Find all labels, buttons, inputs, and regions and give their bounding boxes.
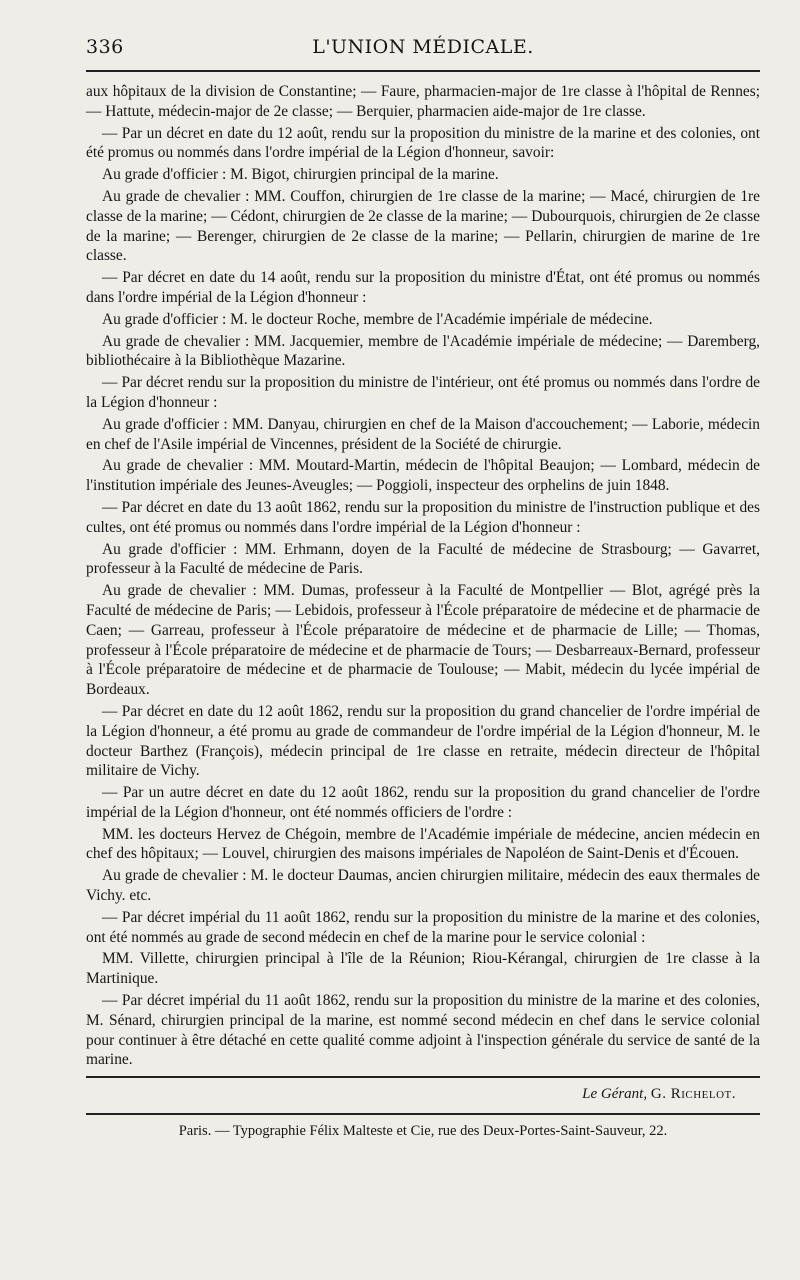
article-body [86, 82, 760, 1070]
header-rule [86, 70, 760, 72]
paragraph: MM. les docteurs Hervez de Chégoin, membre de l'Académie impériale de médecine, ancien médecin en chef des hôpitaux; — Louvel, chirurgien des maisons impériales de Napoléon de Saint-Denis et d'Écouen. [86, 825, 760, 863]
paragraph: — Par décret en date du 13 août 1862, rendu sur la proposition du ministre de l'instruction publique et des cultes, ont été promus ou nommés dans l'ordre impérial de la Légion d'honneur : [86, 498, 760, 536]
paragraph: Au grade de chevalier : MM. Couffon, chirurgien de 1re classe de la marine; — Macé, chirurgien de 1re classe de la marine; — Cédont, chirurgien de 2e classe de la marine; — Dubourquois, chirurgien de 2e classe de la marine; — Berenger, chirurgien de 2e classe de la marine; — Pellarin, chirurgien de marine de 1re classe. [86, 187, 760, 265]
printer-imprint: Paris. — Typographie Félix Malteste et Cie, rue des Deux-Portes-Saint-Sauveur, 22. [178, 1123, 668, 1140]
paragraph: — Par décret impérial du 11 août 1862, rendu sur la proposition du ministre de la marine et des colonies, M. Sénard, chirurgien principal de la marine, est nommé second médecin en chef dans le service colonial pour continuer à être détaché en cette qualité comme adjoint à l'inspection générale du service de santé de la marine. [86, 992, 760, 1069]
paragraph: aux hôpitaux de la division de Constantine; — Faure, pharmacien-major de 1re classe à l'hôpital de Rennes; — Hattute, médecin-major de 2e classe; — Berquier, pharmacien aide-major de 1re classe. [86, 83, 760, 120]
gerant-signature [86, 1086, 760, 1103]
paragraph: — Par décret impérial du 11 août 1862, rendu sur la proposition du ministre de la marine et des colonies, ont été nommés au grade de second médecin en chef de la marine pour le service colonial : [86, 908, 760, 946]
paragraph: — Par un décret en date du 12 août, rendu sur la proposition du ministre de la marine et des colonies, ont été promus ou nommés dans l'ordre impérial de la Légion d'honneur, savoir: [86, 124, 760, 162]
page-header [86, 32, 760, 66]
paragraph: — Par décret rendu sur la proposition du ministre de l'intérieur, ont été promus ou nommés dans l'ordre de la Légion d'honneur : [86, 374, 760, 411]
paragraph: — Par décret en date du 12 août 1862, rendu sur la proposition du grand chancelier de l'ordre impérial de la Légion d'honneur, a été promu au grade de commandeur de l'ordre impérial de la Légion d'honneur, M. le docteur Barthez (François), médecin principal de 1re classe en retraite, médecin directeur de l'hôpital militaire de Vichy. [86, 702, 760, 780]
page-number: 336 [86, 36, 124, 58]
paragraph: MM. Villette, chirurgien principal à l'île de la Réunion; Riou-Kérangal, chirurgien de 1re classe à la Martinique. [86, 950, 760, 988]
paragraph: Au grade d'officier : MM. Danyau, chirurgien en chef de la Maison d'accouchement; — Laborie, médecin en chef de l'Asile impérial de Vincennes, président de la Société de chirurgie. [86, 415, 760, 453]
paragraph: Au grade de chevalier : MM. Jacquemier, membre de l'Académie impériale de médecine; — Daremberg, bibliothécaire à la Bibliothèque Mazarine. [86, 332, 760, 370]
gerant-name: G. Richelot. [650, 1086, 736, 1103]
journal-title: L'UNION MÉDICALE. [312, 36, 534, 58]
imprint-rule [86, 1113, 760, 1115]
paragraph: Au grade de chevalier : MM. Moutard-Martin, médecin de l'hôpital Beaujon; — Lombard, médecin de l'institution impériale des Jeunes-Aveugles; — Poggioli, inspecteur des orphelins de juin 1848. [86, 457, 760, 495]
body-end-rule [86, 1076, 760, 1078]
paragraph: — Par un autre décret en date du 12 août 1862, rendu sur la proposition du grand chancelier de l'ordre impérial de la Légion d'honneur, ont été nommés officiers de l'ordre : [86, 784, 760, 821]
paragraph: — Par décret en date du 14 août, rendu sur la proposition du ministre d'État, ont été promus ou nommés dans l'ordre impérial de la Légion d'honneur : [86, 269, 760, 306]
paragraph: Au grade d'officier : M. le docteur Roche, membre de l'Académie impériale de médecine. [102, 310, 653, 328]
paragraph: Au grade de chevalier : MM. Dumas, professeur à la Faculté de Montpellier — Blot, agrégé près la Faculté de médecine de Paris; — Lebidois, professeur à l'École préparatoire de médecine et de pharmacie de Caen; — Garreau, professeur à l'École préparatoire de médecine et de pharmacie de Lille; — Thomas, professeur à l'École préparatoire de médecine et de pharmacie de Tours; — Desbarreaux-Bernard, professeur à l'École préparatoire de médecine et de pharmacie de Toulouse; — Mabit, médecin du lycée impérial de Bordeaux. [86, 582, 760, 699]
paragraph: Au grade d'officier : M. Bigot, chirurgien principal de la marine. [102, 166, 499, 184]
paragraph: Au grade d'officier : MM. Erhmann, doyen de la Faculté de médecine de Strasbourg; — Gavarret, professeur à la Faculté de médecine de Paris. [86, 540, 760, 578]
gerant-label: Le Gérant, [582, 1086, 648, 1103]
paragraph: Au grade de chevalier : M. le docteur Daumas, ancien chirurgien militaire, médecin des eaux thermales de Vichy. etc. [86, 867, 760, 905]
